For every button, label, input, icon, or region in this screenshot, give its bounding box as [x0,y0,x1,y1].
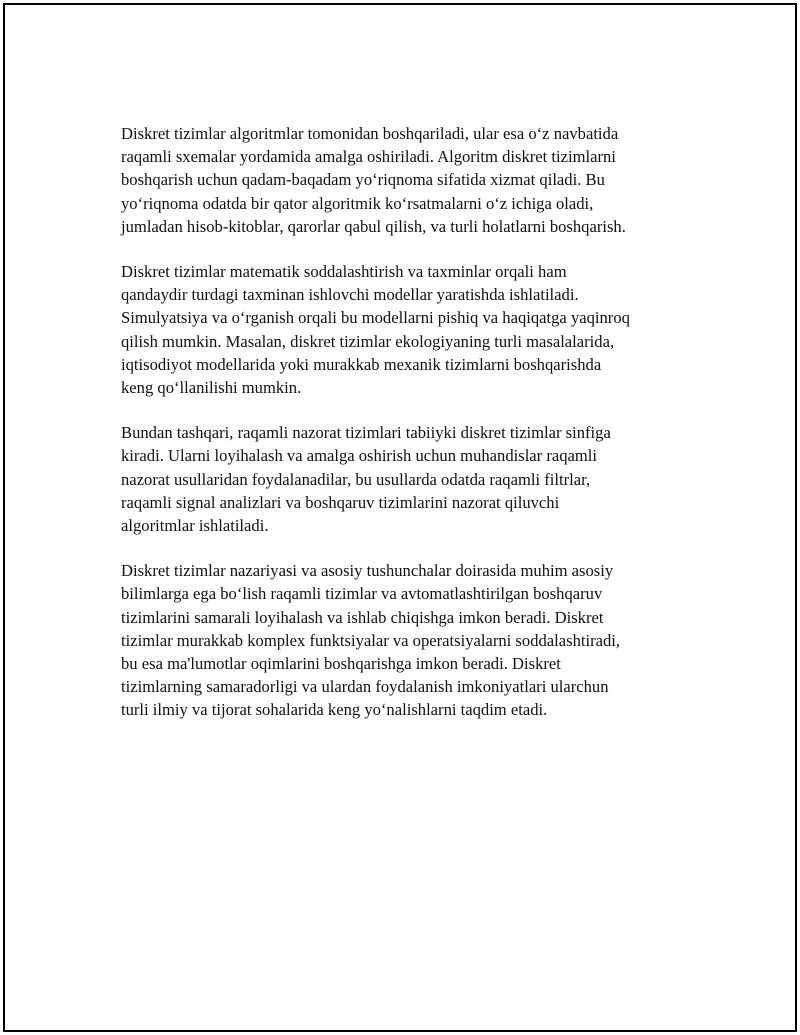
text-line: raqamli signal analizlari va boshqaruv tizimlarini nazorat qiluvchi [121,492,560,512]
text-line: tizimlar murakkab komplex funktsiyalar va operatsiyalarni soddalashtiradi, [121,630,621,650]
text-line: nazorat usullaridan foydalanadilar, bu usullarda odatda raqamli filtrlar, [121,469,591,489]
text-line: keng qo‘llanilishi mumkin. [121,378,302,398]
paragraph-3 [121,421,721,537]
paragraph-2 [121,260,721,399]
text-line: Diskret tizimlar algoritmlar tomonidan boshqariladi, ular esa o‘z navbatida [121,124,619,143]
text-line: tizimlarini samarali loyihalash va ishlab chiqishga imkon beradi. Diskret [121,607,604,627]
text-line: turli ilmiy va tijorat sohalarida keng yo‘nalishlarni taqdim etadi. [121,700,548,720]
text-line: kiradi. Ularni loyihalash va amalga oshirish uchun muhandislar raqamli [121,446,598,466]
paragraph-4 [121,559,721,721]
text-line: jumladan hisob-kitoblar, qarorlar qabul qilish, va turli holatlarni boshqarish. [121,216,626,236]
text-line: bilimlarga ega bo‘lish raqamli tizimlar va avtomatlashtirilgan boshqaruv [121,584,603,604]
paragraph-1 [121,122,721,238]
text-line: Diskret tizimlar nazariyasi va asosiy tushunchalar doirasida muhim asosiy [121,561,614,581]
text-line: raqamli sxemalar yordamida amalga oshiriladi. Algoritm diskret tizimlarni [121,147,616,167]
text-line: qilish mumkin. Masalan, diskret tizimlar ekologiyaning turli masalalarida, [121,331,615,351]
document-page [3,3,797,1032]
text-line: iqtisodiyot modellarida yoki murakkab mexanik tizimlarni boshqarishda [121,354,602,374]
text-line: algoritmlar ishlatiladi. [121,516,269,536]
text-line: boshqarish uchun qadam-baqadam yo‘riqnoma sifatida xizmat qiladi. Bu [121,170,605,190]
text-line: tizimlarning samaradorligi va ulardan foydalanish imkoniyatlari ularchun [121,677,609,697]
text-line: bu esa ma'lumotlar oqimlarini boshqarishga imkon beradi. Diskret [121,654,561,674]
document-body [121,122,721,744]
text-line: Simulyatsiya va o‘rganish orqali bu modellarni pishiq va haqiqatga yaqinroq [121,308,630,328]
text-line: Diskret tizimlar matematik soddalashtirish va taxminlar orqali ham [121,262,567,282]
text-line: Bundan tashqari, raqamli nazorat tizimlari tabiiyki diskret tizimlar sinfiga [121,423,611,443]
text-line: qandaydir turdagi taxminan ishlovchi modellar yaratishda ishlatiladi. [121,285,579,305]
text-line: yo‘riqnoma odatda bir qator algoritmik ko‘rsatmalarni o‘z ichiga oladi, [121,193,594,213]
